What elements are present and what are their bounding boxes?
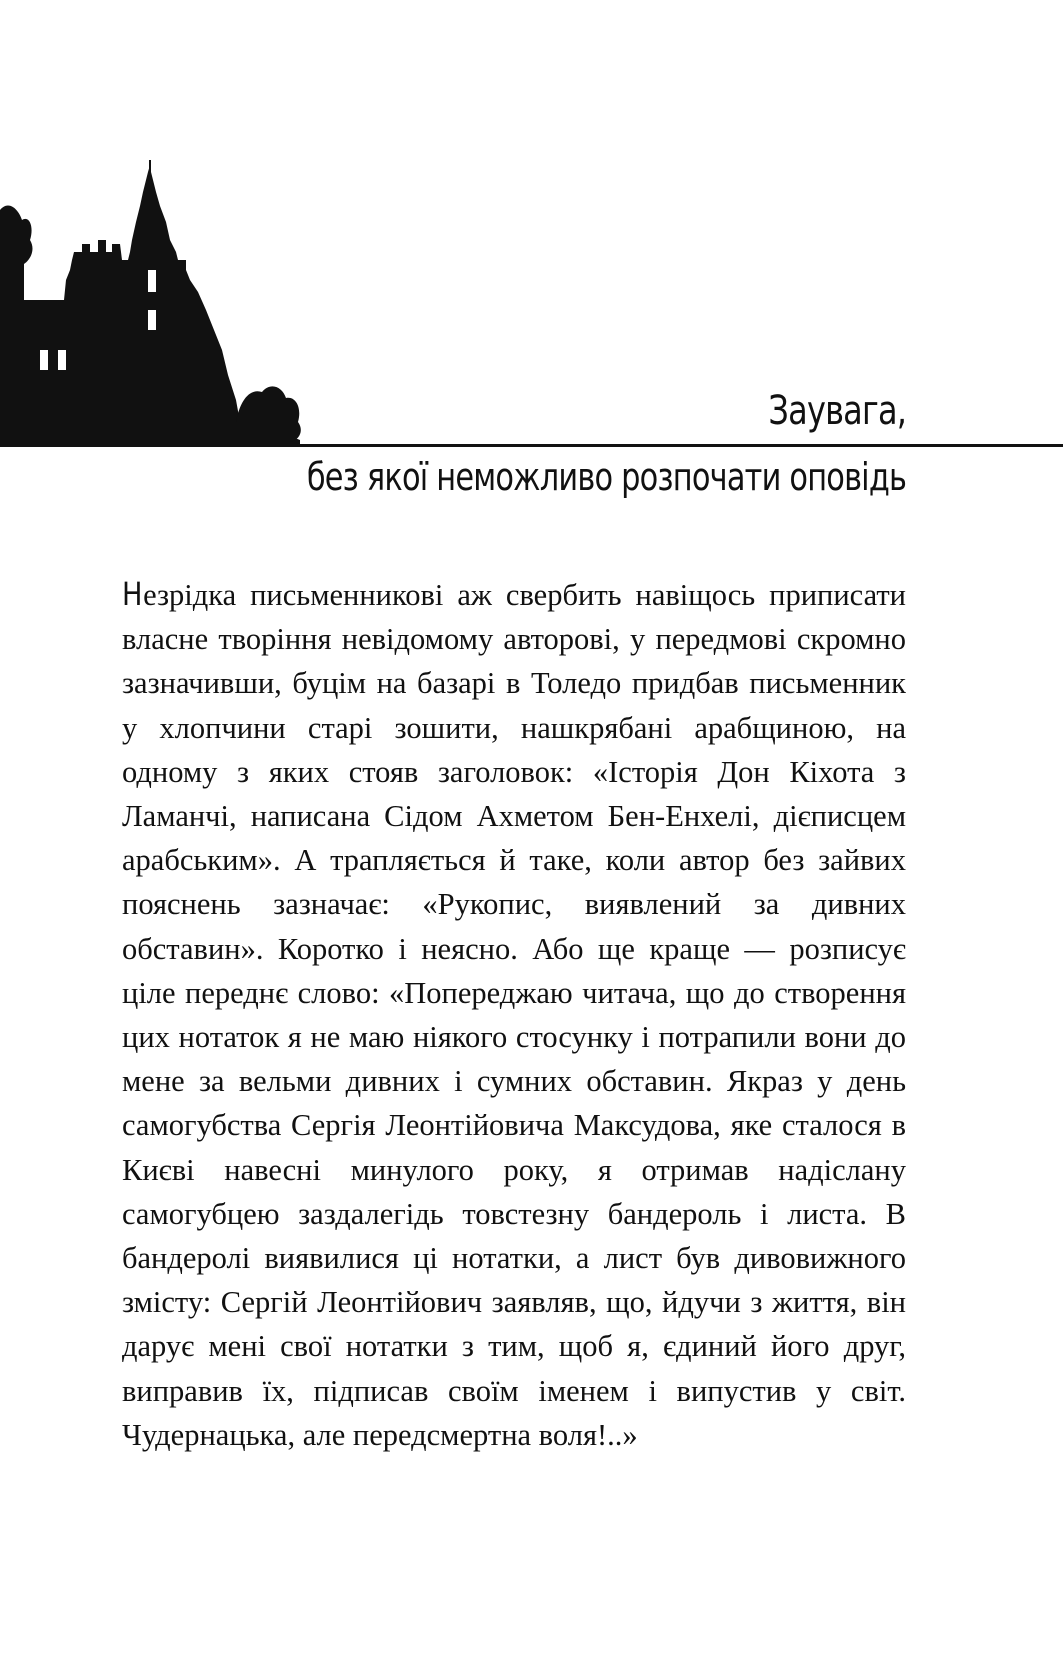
header-rule — [0, 444, 1063, 447]
chapter-subtitle: без якої неможливо розпочати оповідь — [306, 455, 906, 499]
chapter-title: Заувага, — [768, 388, 906, 434]
body-text: езрідка письменникові аж свербить навіщось приписати власне творіння невідомому авторові, у передмові скромно зазначивши, буцім на базарі в Толедо придбав письменник у хлопчини старі зошити, нашкрябані арабщиною, на одному з яких стояв заголовок: «Історія Дон Кіхота з Ламанчі, написана Сідом Ахметом Бен-Енхелі, дієписцем арабським». А трапляється й таке, коли автор без зайвих пояснень зазначає: «Рукопис, виявлений за дивних обставин». Коротко і неясно. Або ще краще — розписує ціле переднє слово: «Попереджаю читача, що до створення цих нотаток я не маю ніякого стосунку і потрапили вони до мене за вельми дивних і сумних обставин. Якраз у день самогубства Сергія Леонтійовича Максудова, яке сталося в Києві навесні минулого року, я отримав надіслану самогубцею заздалегідь товстезну бандероль і листа. В бандеролі виявилися ці нотатки, а лист був дивовижного змісту: Сергій Леонтійович заявляв, що, йдучи з життя, він дарує мені свої нотатки з тим, щоб я, єдиний його друг, виправив їх, підписав своїм іменем і випустив у світ. Чудернацька, але передсмертна воля!..» — [122, 578, 906, 1452]
initial-letter: Н — [122, 575, 143, 613]
castle-silhouette-icon — [0, 160, 320, 450]
body-paragraph — [122, 572, 906, 1457]
